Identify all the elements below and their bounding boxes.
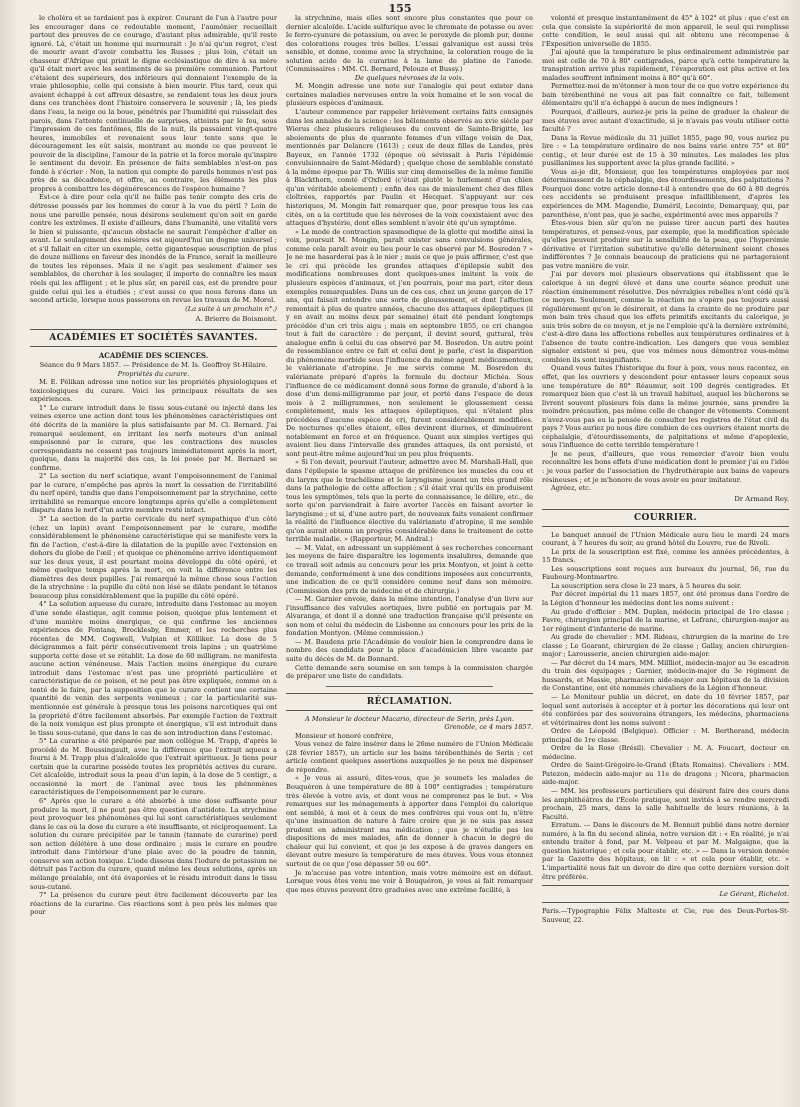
paragraph: 6° Après que le curare a été absorbé à une dose suffisante pour produire la mort, il ne peut pas être question d'antidote. La strychnine peut provoquer les phénomènes qui lui sont caractéristiques seulement dans le cas où la dose du curare a été insuffisante, et réciproquement. La solution du curare précipitée par le tannin (tannate de curarine) perd son action délétère à une dose ordinaire ; mais le curare en poudre introduit dans l'intérieur d'une plaie avec de la poudre de tannin, conserve son action toxique. L'iode dissous dans l'iodure de potassium ne détruit pas l'action du curare, quand même les deux solutions, après un mélange préalable, ont été évaporées et le résidu introduit dans le tissu sous-cutané. (30, 797, 277, 891)
paragraph: 1° Le curare introduit dans le tissu sous-cutané ou injecté dans les veines exerce une action dont tous les phénomènes caractéristiques ont été décrits de la manière la plus satisfaisante par M. Cl. Bernard. J'ai remarqué seulement, en irritant les nerfs moteurs d'un animal empoisonné par le curare, que les contractions des muscles correspondants ne cessent pas toujours immédiatement après la mort, quoique, dans la majorité des cas, la loi posée par M. Bernard se confirme. (30, 403, 277, 472)
paragraph: le choléra et se tardaient pas à expirer. Courant de l'un à l'autre pour les encourager dans ce redoutable moment, l'aumônier recueillait partout des preuves de ce courage, d'autant plus admirable, qu'il reste ignoré. Là, c'était un homme qui murmurait : Je n'ai qu'un regret, c'est de mourir avant d'avoir combattu les Russes ; plus loin, c'était un chasseur d'Afrique qui priait le digne ecclésiastique de dire à sa mère qu'il était mort avec les sentiments de sa première communion. Partout c'étaient des supérieurs, des inférieurs qui donnaient l'exemple de la vraie philosophie, celle qui consiste à bien mourir. Plus tard, ceux qui avaient échappé à cet affreux désastre, se rendaient tous les deux jours dans ces tranchées dont l'histoire conservera le souvenir ; là, les pieds dans l'eau, la neige ou la boue, pénétrés par l'humidité qui ruisselait des parois, dans l'attente continuelle de surprises, atteints par le feu, sous l'impression de ces fantômes, fils de la nuit, ils passaient vingt-quatre heures, immobiles et revenaient sous leur tente sans que le découragement les eût saisis, montrant au monde ce que peuvent le pouvoir de la discipline, l'amour de la patrie et la force morale qu'inspire le sentiment du devoir. En présence de faits semblables n'est-on pas fondé à s'écrier : Non, la nation qui compte de pareils hommes n'est pas près de sa décadence, et offre, au contraire, les éléments les plus propres à combattre les dégénérescences de l'espèce humaine ? (30, 14, 277, 193)
curare-continued-paragraphs (286, 14, 533, 74)
paragraph: Agréez, etc. (551, 484, 591, 493)
paragraph: 2° La section du nerf sciatique, avant l'empoisonnement de l'animal par le curare, n'empêche pas après la mort la cessation de l'irritabilité du nerf opéré, tandis que dans l'empoisonnement par la strychnine, cette irritabilité se remarque encore longtemps après qu'elle a complètement disparu dans le nerf d'un autre membre resté intact. (30, 472, 277, 515)
paragraph: La souscription sera close le 23 mars, à 5 heures du soir. (551, 581, 742, 590)
topic-voice-neuroses: De quelques névroses de la voix. (354, 73, 465, 82)
section-title-academies: ACADÉMIES ET SOCIÉTÉS SAVANTES. (30, 329, 277, 347)
divider (542, 902, 789, 903)
column-3 (542, 14, 789, 1092)
article-signature: A. Brierre de Boismont. (195, 315, 277, 324)
paragraph: Vous ai-je dit, Monsieur, que les températures employées par moi déterminassent de la céphalalgie, des étourdissements, des palpitations ? Pourquoi donc votre article donne-t-il à entendre que de 60 à 80 degrés ces accidents se produisent presque infailliblement, d'après les expériences de MM. Magendie, Duméril, Lecointe, Demarquay, qui, par parenthèse, n'ont pas, que je sache, expérimenté avec mes appareils ? (542, 167, 789, 219)
paragraph: « Si l'on devait, poursuit l'auteur, admettre avec M. Marshall-Hall, que dans l'épilepsie le spasme attaque de préférence les muscles du cou et du larynx que le trachélisme et le laryngisme jouent un très grand rôle dans la pathologie de cette affection ; s'il était vrai qu'ils en produisent tous les symptômes, tels que la perte de connaissance, le délire, etc., de sorte qu'on parviendrait à faire avorter l'accès en faisant avorter le laryngisme ; et si, d'une autre part, de nouveaux faits venaient confirmer la réalité de l'influence élective du valérianate d'atropine, il me semble qu'on aurait obtenu un progrès considérable dans le traitement de cette terrible maladie. » (Rapporteur, M. Andral.) (286, 458, 533, 544)
article-paragraphs (30, 14, 277, 305)
paragraph: — M. Baudens prie l'Académie de vouloir bien le comprendre dans le nombre des candidats pour la place d'académicien libre vacante par suite du décès de M. de Bonnard. (286, 637, 533, 664)
section-title-reclamation: RÉCLAMATION. (286, 693, 533, 711)
paragraph: — M. Valat, en adressant un supplément à ses recherches concernant les moyens de faire disparaître les logements insalubres, demande que ce travail soit admis au concours pour les prix Montyon, et joint à cette demande, conformément à une des conditions imposées aux concurrents, une indication de ce qu'il considère comme neuf dans son mémoire. (Commission des prix de médecine et de chirurgie.) (286, 543, 533, 595)
paragraph: Ordre de Léopold (Belgique). Officier : M. Bertherand, médecin principal de 1re classe. (542, 727, 789, 744)
paragraph: Permettez-moi de m'étonner à mon tour de ce que votre expérience du bain térébenthiné ne vous ait pas fait connaître ce fait, tellement élémentaire qu'il n'a échappé à aucun de mes indigneurs ! (542, 82, 789, 108)
paragraph: Quand vous faites l'historique du four à poix, vous nous racontez, en effet, que les ouvriers y descendent pour entasser leurs copeaux sous une température de 80° Réaumur, soit 100 degrés centigrades. Et remarquez bien que c'est là un travail habituel, auquel les bûcherons se livrent souvent plusieurs fois dans la même journée, sans prendre la moindre précaution, pas même celle de changer de vêtements. Comment n'avez-vous pas eu la pensée de consulter les registres de l'état civil du pays ? Vous auriez pu nous dire combien de ces ouvriers étaient morts de céphalalgie, d'étourdissements, de palpitations et même d'apoplexie, sous l'influence de cette terrible température ! (542, 364, 789, 450)
gerant-line: Le Gérant, Richelot. (719, 890, 789, 899)
paragraph: volonté et presque instantanément de 45° à 102° et plus : que c'est en cela que consiste la supériorité de mon appareil, le seul qui remplisse cette condition, le seul aussi qui ait obtenu une récompense à l'Exposition universelle de 1855. (542, 14, 789, 48)
paragraph: Par décret impérial du 11 mars 1857, ont été promus dans l'ordre de la Légion d'honneur les médecins dont les noms suivent : (542, 590, 789, 607)
paragraph: Le prix de la souscription est fixé, comme les années précédentes, à 15 francs. (542, 547, 789, 565)
paragraph: Êtes-vous bien sûr qu'on ne puisse tirer aucun parti des hautes températures, et pensez-vous, par exemple, que la modification spéciale qu'elles peuvent produire sur la sensibilité de la peau, que l'hyperémie dérivative et l'irritation substitutive qu'elle déterminent soient choses indifférentes ? Je connais beaucoup de praticiens qui ne partageraient pas votre manière de voir. (542, 219, 789, 270)
section-title-courrier: COURRIER. (542, 509, 789, 527)
paragraph: Monsieur et honoré confrère, (295, 731, 394, 740)
column-1 (30, 14, 277, 1092)
paragraph: — MM. les professeurs particuliers qui désirent faire des cours dans les amphithéâtres de l'École pratique, sont invités à se rendre mercredi prochain, 25 mars, dans la salle habituelle de leurs réunions, à la Faculté. (542, 787, 789, 821)
divider (542, 885, 789, 886)
curare-paragraphs (30, 378, 277, 916)
paragraph: Au grade d'officier : MM. Duplan, médecin principal de 1re classe ; Favre, chirurgien principal de la marine, et Lefranc, chirurgien-major au 1er régiment d'infanterie de marine. (542, 607, 789, 633)
voice-paragraphs (286, 82, 533, 680)
paragraph: 4° La solution aqueuse du curare, introduite dans l'estomac au moyen d'une sonde élastique, agit comme poison, quoique plus lentement et d'une manière moins énergique, ce qui confirme les anciennes expériences de Fontana, Brocklesby, Emmer, et les recherches plus récentes de MM. Cogswell, Vulpian et Kölliker. La dose de 5 décigrammes a fait périr consécutivement trois lapins ; un quatrième supporta cette dose et se rétablit. La dose de 60 milligram. ne manifesta aucune action vénéneuse. Mais l'action moins énergique du curare introduit dans l'estomac n'est pas une propriété particulière et caractéristique de ce poison, et ne peut pas être expliquée, comme on a tenté de le faire, par la supposition que le curare contient une certaine quantité de venin des serpents venimeux ; car la particularité sus-mentionnée est générale à presque tous les poisons narcotiques qui ont la propriété d'être facilement absorbés. Par exemple l'action de l'extrait de la noix vomique est plus prompte et énergique, s'il est introduit dans le tissu sous-cutané, que dans le cas de son introduction dans l'estomac. (30, 600, 277, 737)
paragraph: 5° La curarine a été préparée par mon collègue M. Trapp, d'après le procédé de M. Boussingault, avec la différence que l'extrait aqueux a fourni à M. Trapp plus d'alcaloïde que l'extrait spiritueux. Je tiens pour certain que la curarine possède toutes les propriétés actives du curare. Cet alcaloïde, introduit sous la peau d'un lapin, à la dose de 5 centigr., a occasionné la mort de l'animal avec tous les phénomènes caractéristiques de l'empoisonnement par le curare. (30, 737, 277, 797)
paragraph: M. E. Pélikan adresse une notice sur les propriétés physiologiques et toxicologiques du curare. Voici les principaux résultats de ses expériences. (30, 378, 277, 404)
paragraph: Ordre de Saint-Grégoire-le-Grand (États Romains). Chevaliers : MM. Patezon, médecin aide-major au 11e de dragons ; Nicora, pharmacien aide-major. (542, 761, 789, 787)
paragraph: Pourquoi, d'ailleurs, auriez-je pris la peine de graduer la chaleur de mes étuves avec autant d'exactitude, si je n'avais pas voulu utiliser cette faculté ? (542, 108, 789, 134)
paragraph: Les souscriptions sont reçues aux bureaux du journal, 56, rue du Faubourg-Montmartre. (542, 564, 789, 582)
letter-signature: Dr Armand Rey. (734, 494, 789, 503)
divider (326, 686, 493, 687)
paragraph: Le banquet annuel de l'Union Médicale aura lieu le mardi 24 mars courant, à 7 heures du soir, au grand hôtel du Louvre, rue de Rivoli. (542, 530, 789, 548)
paragraph: Erratum. — Dans le discours de M. Bennuit publié dans notre dernier numéro, à la fin du second alinéa, notre version dit : « En réalité, je n'ai entendu traiter à fond, par M. Velpeau et par M. Malgaigne, que la question historique ; et cela pour établir, etc. » — Dans la version donnée par la Gazette des hôpitaux, on lit : « et cela pour établir, etc. » L'impartialité nous fait un devoir de dire que cette dernière version doit être préférée. (542, 821, 789, 881)
paragraph: M. Mongin adresse une note sur l'analogie qui peut exister dans certaines maladies nerveuses entre la voix humaine et le son vocal de plusieurs espèces d'animaux. (286, 82, 533, 108)
paragraph: 7° La présence du curare peut être facilement découverte par les réactions de la curarine. Ces réactions sont à peu près les mêmes que pour (30, 891, 277, 917)
paragraph: — Le Moniteur publie un décret, en date du 10 février 1857, par lequel sont autorisés à accepter et à porter les décorations qui leur ont été conférées par des souverains étrangers, les médecins, pharmaciens et vétérinaires dont les noms suivent : (542, 693, 789, 727)
paragraph: L'auteur commence par rappeler brièvement certains faits consignés dans les annales de la science : les bêlements observés au xvie siècle par Wierus chez plusieurs religieuses du couvent de Sainte-Brigitte, les aboiements de plus de quarante femmes d'un village voisin de Dax, mentionnés par Delancre (1613) ; ceux de deux filles de Landes, près Bayeux, en l'année 1732 (époque où sévissait à Paris l'épidémie convulsionnaire de Saint-Médard) ; quelque chose de semblable constaté à la même époque par Th. Willis sur cinq demoiselles de la même famille à Blackthorn, comté d'Oxford (c'était plutôt le hurlement d'un chien qu'un véritable aboiement) ; enfin des cas de miaulement chez des filles cloîtrées, rapportés par Paulin et Hecquet. S'appuyant sur ces historiques, M. Mongin fait remarquer que, pour presque tous les cas cités, on a la certitude que les névroses de la voix coexistaient avec des attaques d'hystérie, dont elles semblent n'avoir été qu'un symptôme. (286, 108, 533, 228)
paragraph: « Le mode de contraction spasmodique de la glotte qui modifie ainsi la voix, poursuit M. Mongin, paraît exister sans convulsions générales, comme cela paraît avoir eu lieu pour le cas observé par M. Bosredon ? » Je ne me hasarderai pas à le nier ; mais ce que je puis affirmer, c'est que le cri qui précède les grandes attaques d'épilepsie subit des modifications nombreuses dont quelques-unes imitent la voix de plusieurs espèces d'animaux, et j'en pourrais, pour ma part, citer deux exemples remarquables. Dans un de ces cas, chez un jeune garçon de 17 ans, qui faisait entendre une sorte de gloussement, et dont l'affection remontait à plus de quatre années, chacune des attaques épileptiques (il y en avait au moins deux par semaine) était été pendant longtemps précédée d'un cri très aigu ; mais en septembre 1855, ce cri changea tout à fait de caractère : de perçant, il devint sourd, guttural, très analogue enfin à celui du cas observé par M. Bosredon. Un autre point de ressemblance entre ce fait et celui dont je parle, c'est la disparition du phénomène morbide sous l'influence du même agent médicamenteux, le valérianate d'atropine. Je me servis comme M. Bosredon du valérianate préparé d'après la formule du docteur Michéa. Sous l'influence de ce médicament donné sous forme de granule, d'abord à la dose d'un demi-milligramme par jour, et porté dans l'espace de deux mois à 2 milligrammes, non seulement le gloussement cessa complètement, mais les attaques épileptiques, qui n'étaient plus précédées d'aucune espèce de cri, furent considérablement modifiées. De nocturnes qu'elles étaient, elles devinrent diurnes, et diminuèrent notablement en force et en fréquence. Quant aux simples vertiges qui avaient lieu dans l'intervalle des grandes attaques, ils ont persisté, et sont peut-être même aujourd'hui un peu plus fréquents. (286, 227, 533, 458)
imprint-line: Paris.—Typographie Félix Malteste et Cie, rue des Deux-Portes-St-Sauveur, 22. (542, 907, 789, 924)
paragraph: Je ne peux, d'ailleurs, que vous remercier d'avoir bien voulu reconnaître les bons effets d'une médication dont le premier j'ai eu l'idée : je vous parler de l'association de l'hydrothérapie aux bains de vapeurs résineuses ; et je m'honore de vous avoir eu pour imitateur. (542, 449, 789, 484)
paragraph: Ordre de la Rose (Brésil). Chevalier : M. A. Foucart, docteur en médecine. (542, 744, 789, 761)
paragraph: — M. Garnier envoie, dans la même intention, l'analyse d'un livre sur l'insuffisance des valvules aortiques, livre publié en portugais par M. Alvaranga, et dont il a donné une traduction française qu'il présente en son nom et celui du médecin de Lisbonne au concours pour les prix de la fondation Montyon. (Même commission.) (286, 595, 533, 638)
paragraph: Est-ce à dire pour cela qu'il ne faille pas tenir compte des cris de détresse poussés par les hommes de cœur à la vue du péril ? Loin de nous une pareille pensée, nous désirons seulement qu'on soit en garde contre les extrêmes. Il existe d'ailleurs, dans l'humanité, une vitalité vers le bien si puissante, qu'aucun obstacle ne saurait l'empêcher d'aller en avant. Le soulagement des misères est aujourd'hui un dogme universel ; et s'il fallait en citer un exemple, cette gigantesque souscription de plus de douze millions en faveur des inondés de la France, serait la meilleure de toutes les réponses. Mais il ne s'agit pas seulement d'aimer ses semblables, de chercher à les soulager, il importe de connaître les maux réels qui les affligent ; et le plus sûr, en pareil cas, est de prendre pour guide celui qui les a étudiés ; c'est aussi ce que nous ferons dans un second article, lorsque nous passerons en revue les travaux de M. Morel. (30, 193, 277, 305)
letter-dateline: Grenoble, ce 4 mars 1857. (444, 723, 533, 732)
paragraph: 3° La section de la partie cervicale du nerf sympathique d'un côté (chez un lapin) avant l'empoisonnement par le curare, modifie considérablement le phénomène caractéristique qui se manifeste vers la fin de l'action, c'est-à-dire la dilatation de la pupille avec l'extension en dehors du globe de l'œil ; et quoique ce phénomène arrive identiquement sur les deux yeux, il est pourtant moins développé du côté opéré, et même quelque temps après la mort, on voit la différence entre les diamètres des deux pupilles. J'ai remarqué la même chose sous l'action de la strychnine : la pupille du côté non lésé se dilate pendant le tétanos beaucoup plus considérablement que la pupille du côté opéré. (30, 514, 277, 600)
column-2 (286, 14, 533, 1092)
letter-paragraphs (286, 732, 533, 894)
paragraph: Cette demande sera soumise en son temps à la commission chargée de préparer une liste de candidats. (286, 663, 533, 681)
letter-addressee: A Monsieur le docteur Macario, directeur de Serin, près Lyon. (305, 714, 514, 723)
paragraph: Au grade de chevalier : MM. Rideau, chirurgien de la marine de 1re classe ; Le Goarant, chirurgien de 2e classe ; Gallay, ancien chirurgien-major ; Larousserie, ancien chirurgien aide-major. (542, 633, 789, 659)
paragraph: — Par décret du 14 mars, MM. Millliot, médecin-major au 3e escadron du train des équipages ; Garnier, médecin-major du 3e régiment de hussards, et Massie, pharmacien aide-major aux hôpitaux de la division de Constantine, ont été nommés chevaliers de la Légion d'honneur. (542, 658, 789, 693)
academy-name: ACADÉMIE DES SCIENCES. (98, 351, 209, 361)
page-number: 155 (388, 2, 412, 15)
continuation-note: (La suite à un prochain n°.) (185, 304, 277, 313)
paragraph: Dans la Revue médicale du 31 juillet 1855, page 90, vous auriez pu lire : « La température ordinaire de nos bains varie entre 75° et 80° centig., et leur durée est de 15 à 30 minutes. Les malades les plus pusillanimes les supportent avec la plus grande facilité. » (542, 133, 789, 168)
topic-curare: Propriétés du curare. (117, 369, 190, 378)
paragraph: Je m'accuse pas votre intention, mais votre mémoire est en défaut. Lorsque vous êtes venu me voir à Bouquéron, je vous ai fait remarquer que mes étuves peuvent être graduées avec une extrême facilité, à (286, 868, 533, 894)
paragraph: « Je vous ai assuré, dites-vous, que je soumets les malades de Bouquéron à une température de 80 à 100° centigrades ; température très élevée à votre avis, et dont vous ne comprenez pas le but. » Vos remarques sur les ménagements à apporter dans l'emploi du calorique ont semblé, à moi et à ceux de mes confrères qui vous ont lu, n'être qu'une insinuation de nature à faire croire que je ne suis pas assez prudent en administrant ma médication ; que je n'étudie pas les dispositions de mes malades, afin de donner à chacun le degré de chaleur qui lui convient, et que je les expose à de graves dangers en élevant outre mesure la température de mes étuves. Vous vous étonnez surtout de ce que j'ose dépasser 50 ou 60°. (286, 774, 533, 868)
paragraph: J'ai par devers moi plusieurs observations qui établissent que le calorique à un degré élevé et dans une courte séance produit une réaction éminemment résolutive. Des névralgies rebelles n'ont cédé qu'à ce moyen. Seulement, comme la réaction ne s'opère pas toujours aussi régulièrement qu'on le désirerait, et dans la crainte de ne produire par mon bain très chaud que les effets primitifs excitants du calorique, je suis très sobre de ce moyen, et je ne l'emploie qu'à la dernière extrémité, c'est-à-dire dans les affections rebelles aux températures ordinaires et à l'absence de toute contre-indication. Les dangers que vous semblez signaler existent si peu, que vos mêmes nous démontrez vous-même combien ils sont insignifiants. (542, 270, 789, 364)
columns (30, 14, 790, 1092)
paragraph: Vous venez de faire insérer dans le 26me numéro de l'Union Médicale (28 février 1857), un article sur les bains térébenthinés de Serin ; cet article contient quelques assertions auxquelles je ne peux me dispenser de répondre. (286, 740, 533, 774)
session-line: Séance du 9 Mars 1857. — Présidence de M. Is. Geoffroy St-Hilaire. (39, 361, 268, 370)
paragraph: la strychnine, mais elles sont encore plus constantes que pour ce dernier alcaloïde. L'acide sulfurique avec le chromate de potasse ou avec le ferro-cyanure de potassium, ou avec le peroxyde de plomb pur, donne des colorations rouges très belles. L'essai galvanique est aussi très sensible, et donne, comme avec la strychnine, la coloration rouge de la solution acide de la curarine à la lame de platine de l'anode. (Commissaires : MM. Cl. Bernard, Pelouze et Bussy.) (286, 14, 533, 74)
letter-continued-paragraphs (542, 14, 789, 493)
paragraph: J'ai ajouté que la température le plus ordinairement administrée par moi est celle de 70 à 80° centigrades, parce qu'à cette température la transpiration arrive plus rapidement, l'évaporation est plus active et les malades souffrent infiniment moins à 80° qu'à 60°. (542, 48, 789, 82)
courrier-paragraphs (542, 531, 789, 881)
